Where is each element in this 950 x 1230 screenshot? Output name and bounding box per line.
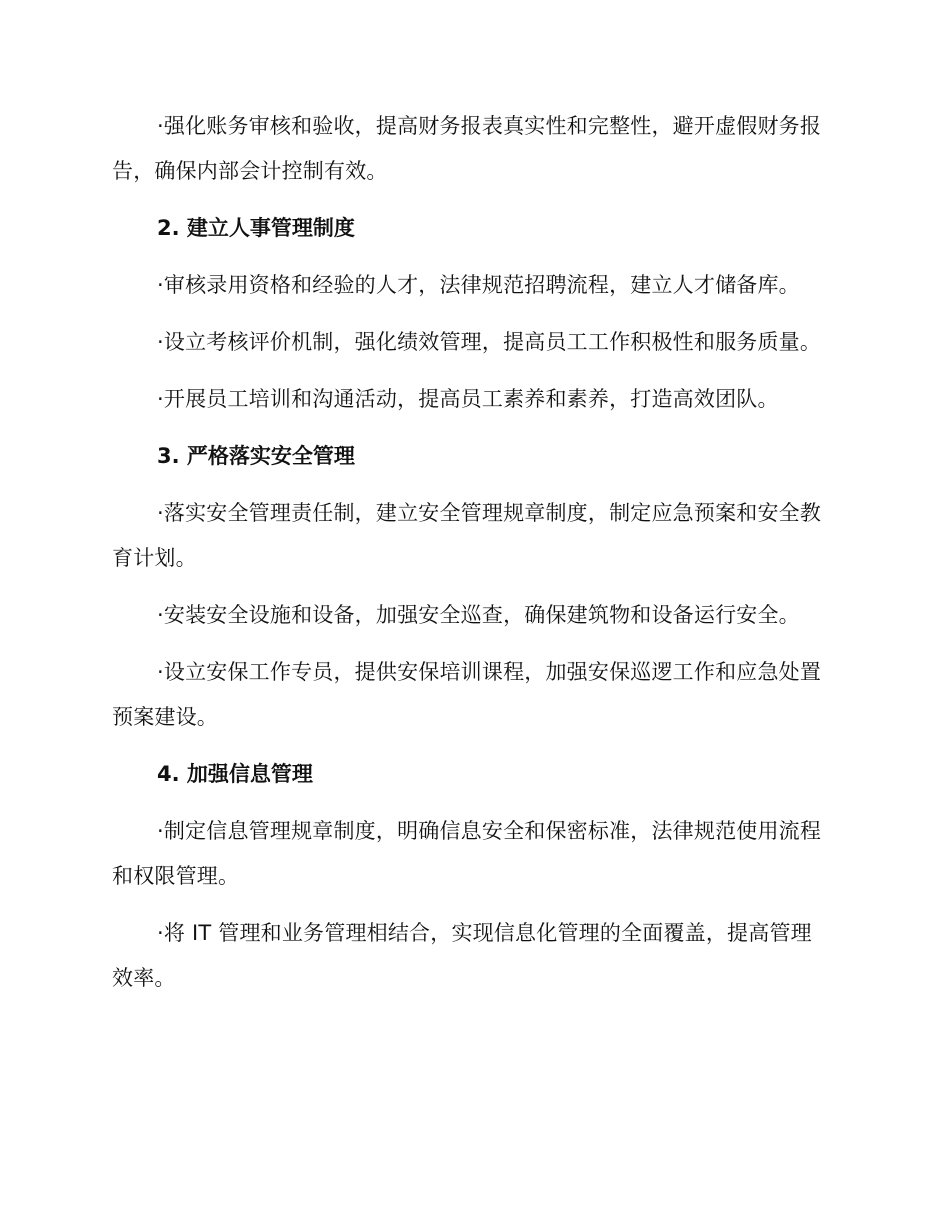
document-page [112,104,824,1013]
paragraph-accounting-review: ·强化账务审核和验收，提高财务报表真实性和完整性，避开虚假财务报告，确保内部会计控制有效。 [112,114,822,183]
section-heading-hr: 2. 建立人事管理制度 [157,216,355,240]
section-heading-safety: 3. 严格落实安全管理 [157,444,355,468]
paragraph-evaluation: ·设立考核评价机制，强化绩效管理，提高员工工作积极性和服务质量。 [157,330,822,354]
paragraph-training: ·开展员工培训和沟通活动，提高员工素养和素养，打造高效团队。 [157,387,779,411]
paragraph-security-staff: ·设立安保工作专员，提供安保培训课程，加强安保巡逻工作和应急处置预案建设。 [112,660,822,729]
paragraph-info-rules: ·制定信息管理规章制度，明确信息安全和保密标准，法律规范使用流程和权限管理。 [112,819,822,888]
paragraph-safety-facilities: ·安装安全设施和设备，加强安全巡查，确保建筑物和设备运行安全。 [157,603,800,627]
paragraph-hiring: ·审核录用资格和经验的人才，法律规范招聘流程，建立人才储备库。 [157,273,800,297]
paragraph-it-integration: ·将 IT 管理和业务管理相结合，实现信息化管理的全面覆盖，提高管理效率。 [112,921,812,990]
paragraph-safety-responsibility: ·落实安全管理责任制，建立安全管理规章制度，制定应急预案和安全教育计划。 [112,501,822,570]
section-heading-information: 4. 加强信息管理 [157,762,313,786]
